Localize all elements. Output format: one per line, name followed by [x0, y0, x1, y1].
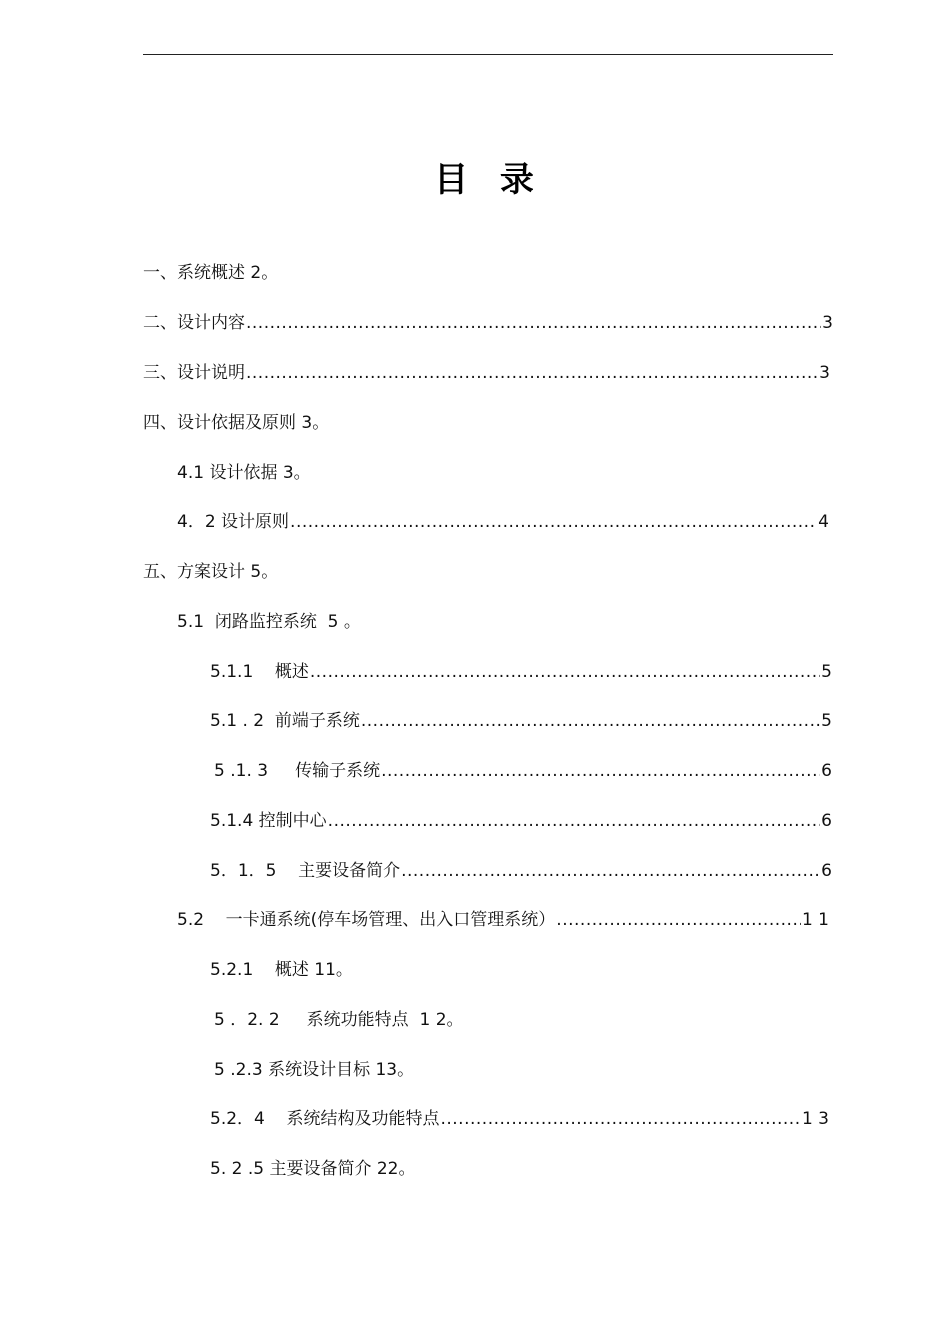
toc-entry-label: 5 .1. 3 传输子系统	[214, 761, 381, 781]
toc-entry[interactable]	[214, 1057, 832, 1083]
toc-entry-label: 5.1.4 控制中心	[210, 811, 327, 831]
toc-entry[interactable]	[210, 858, 832, 884]
toc-entry-label: 5.2．4 系统结构及功能特点	[210, 1109, 440, 1129]
toc-entry[interactable]	[143, 559, 833, 585]
toc-entry[interactable]	[214, 758, 832, 784]
toc-entry[interactable]	[210, 659, 832, 685]
toc-entry[interactable]	[177, 460, 833, 486]
toc-entry-label: 5. 2 .5 主要设备简介 22。	[210, 1159, 416, 1179]
toc-entry[interactable]	[143, 260, 833, 286]
toc-entry[interactable]	[210, 957, 832, 983]
toc-entry-label: 四、设计依据及原则 3。	[143, 413, 330, 433]
toc-leader	[310, 659, 820, 685]
toc-entry-label: 5．1．5 主要设备简介	[210, 861, 401, 881]
toc-entry[interactable]	[210, 1156, 832, 1182]
toc-entry[interactable]	[177, 907, 829, 933]
toc-entry-label: 5.1.1 概述	[210, 662, 309, 682]
toc-entry-label: 4.1 设计依据 3。	[177, 463, 311, 483]
toc-entry-label: 5.1 闭路监控系统 5 。	[177, 612, 361, 632]
toc-entry-page: 6	[821, 811, 832, 831]
toc-entry[interactable]	[210, 708, 832, 734]
toc-leader	[361, 708, 820, 734]
toc-entry-page: 5	[821, 711, 832, 731]
toc-entry-page: 6	[821, 861, 832, 881]
toc-leader	[246, 360, 818, 386]
toc-entry-page: 3	[822, 313, 833, 333]
page-title: 目 录	[434, 160, 544, 200]
toc-entry[interactable]	[143, 310, 833, 336]
toc-entry-page: 4	[818, 512, 829, 532]
toc-leader	[440, 1106, 800, 1132]
toc-entry[interactable]	[143, 360, 830, 386]
toc-entry-label: 5 .2.3 系统设计目标 13。	[214, 1060, 415, 1080]
toc-entry-page: 1 3	[801, 1109, 829, 1129]
toc-entry-label: 5 ．2. 2 系统功能特点 1 2。	[214, 1010, 464, 1030]
toc-entry[interactable]	[210, 1106, 829, 1132]
toc-entry[interactable]	[214, 1007, 832, 1033]
toc-entry-label: 三、设计说明	[143, 363, 245, 383]
toc-entry-page: 1 1	[801, 910, 829, 930]
toc-entry-label: 五、方案设计 5。	[143, 562, 279, 582]
toc-entry[interactable]	[177, 609, 833, 635]
toc-entry-label: 5.2.1 概述 11。	[210, 960, 353, 980]
toc-entry[interactable]	[177, 509, 829, 535]
toc-entry[interactable]	[210, 808, 832, 834]
toc-entry-label: 二、设计内容	[143, 313, 245, 333]
toc-leader	[290, 509, 817, 535]
toc-entry-label: 4．2 设计原则	[177, 512, 290, 532]
toc-leader	[556, 907, 801, 933]
toc-leader	[246, 310, 821, 336]
toc-leader	[401, 858, 820, 884]
toc-entry-page: 5	[821, 662, 832, 682]
toc-leader	[381, 758, 820, 784]
toc-entry-label: 一、系统概述 2。	[143, 263, 279, 283]
toc-entry[interactable]	[143, 410, 833, 436]
toc-entry-label: 5.2 一卡通系统(停车场管理、出入口管理系统）	[177, 910, 556, 930]
toc-entry-page: 6	[821, 761, 832, 781]
toc-leader	[328, 808, 821, 834]
toc-entry-label: 5.1 . 2 前端子系统	[210, 711, 360, 731]
toc-entry-page: 3	[819, 363, 830, 383]
